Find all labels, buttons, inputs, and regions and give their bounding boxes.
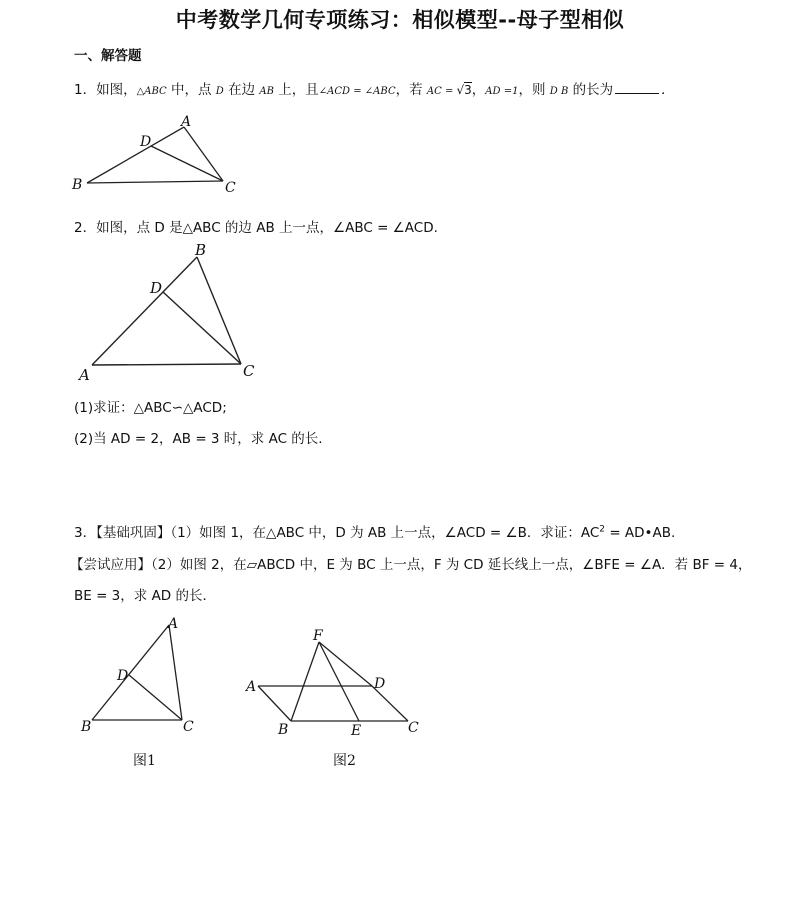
page-title: 中考数学几何专项练习：相似模型--母子型相似 [175,8,625,32]
q1-ad-equals: AD =1 [485,86,519,97]
label-c: C [408,720,419,736]
figure-1-caption: 图1 [133,753,156,769]
question-1-text [74,78,675,98]
q1-text-4: ，若 [395,82,427,98]
q1-angle-condition: ∠ACD = ∠ABC [318,86,396,97]
label-a: A [246,679,257,695]
label-d: D [150,279,163,297]
q3-line1-b: = AD•AB. [605,525,676,541]
question-2-text: 2．如图，点 D 是△ABC 的边 AB 上一点，∠ABC = ∠ACD. [74,220,438,236]
figure-1 [72,610,212,740]
section-heading: 一、解答题 [74,48,142,64]
label-d: D [140,134,152,150]
label-c: C [225,180,236,196]
segment-ac [169,625,182,720]
segment-fd [319,642,372,686]
segment-ac [184,127,223,181]
q1-sqrt-value: 3 [464,83,472,97]
label-e: E [351,723,362,739]
label-d: D [374,676,386,692]
question-3-line-3: BE = 3，求 AD 的长． [74,588,216,604]
q1-text-7: 的长为 [568,82,614,98]
label-a: A [168,616,179,632]
label-c: C [183,719,194,735]
q1-side-ab: AB [259,86,274,97]
q1-segment-db: D B [549,86,569,97]
question-3-line-2: 【尝试应用】（2）如图 2，在▱ABCD 中，E 为 BC 上一点，F 为 CD 延长线上一点，∠BFE = ∠A．若 BF = 4， [70,557,752,573]
question-3-line-1 [74,521,675,541]
figure-q2 [70,236,270,386]
segment-ac [92,364,241,365]
q3-superscript: 2 [599,524,606,535]
q3-line1-a: 3．【基础巩固】（1）如图 1，在△ABC 中，D 为 AB 上一点，∠ACD = ∠B．求证：AC [74,525,600,541]
label-b: B [195,241,207,259]
label-d: D [117,668,129,684]
q1-point-d: D [215,86,224,97]
question-2-part-2: (2)当 AD = 2，AB = 3 时，求 AC 的长. [74,431,323,447]
q1-text-5: ， [471,82,486,98]
figure-q1 [60,108,260,200]
q1-ac-equals: AC = [426,86,457,97]
q1-text-8: ． [661,82,675,98]
q1-text-3: 上，且 [274,82,319,98]
label-b: B [278,722,289,738]
q1-triangle-abc: △ABC [136,86,167,97]
label-a: A [181,114,192,130]
figure-2 [240,620,440,745]
segment-ab [258,686,291,721]
label-b: B [72,177,83,193]
segment-dc [151,146,223,181]
segment-dc [129,675,182,720]
label-b: B [81,719,92,735]
figure-2-caption: 图2 [333,753,356,769]
q1-prefix: 1．如图， [74,82,137,98]
segment-dc [163,292,241,364]
label-c: C [243,362,255,380]
segment-ab [92,257,197,365]
answer-blank [615,81,659,94]
label-a: A [79,366,90,384]
segment-fb [291,642,319,721]
sqrt-icon: √ [456,83,465,97]
segment-ba [92,625,169,720]
segment-bc [87,181,223,183]
segment-fe [319,642,359,721]
segment-bc [197,257,241,364]
q1-text-6: ，则 [518,82,550,98]
q1-text-2: 在边 [223,82,260,98]
q1-text-1: 中，点 [166,82,216,98]
question-2-part-1: (1)求证：△ABC∽△ACD; [74,400,227,416]
label-f: F [313,628,323,644]
